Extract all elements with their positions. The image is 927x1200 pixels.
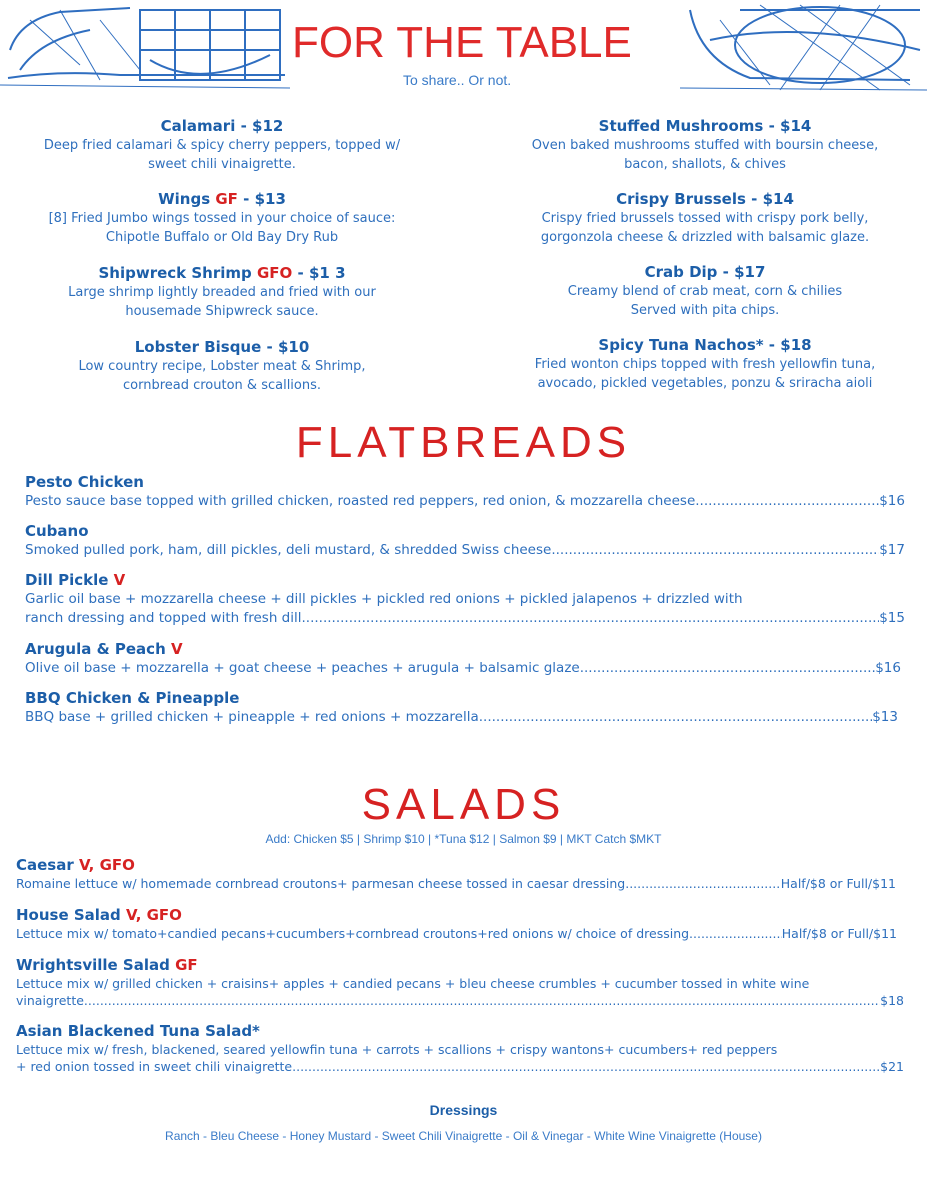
appetizer-desc: Crispy fried brussels tossed with crispy pork belly, [541,211,869,226]
diet-tag: V, GFO [126,906,182,924]
appetizer-desc: Chipotle Buffalo or Old Bay Dry Rub [105,230,339,245]
salad-name: House Salad V, GFO [16,906,182,924]
diet-tag: V [170,640,183,658]
flatbread-desc: BBQ base + grilled chicken + pineapple + red onions + mozzarella ..... $13 [25,708,898,727]
salad-desc: Romaine lettuce w/ homemade cornbread croutons+ parmesan cheese tossed in caesar dressing ..... Half/$8 or Full/$11 [16,875,896,892]
salad-name: Wrightsville Salad GF [16,956,198,974]
dressings-title: Dressings [429,1102,498,1118]
price: $16 [879,493,905,509]
salad-name: Asian Blackened Tuna Salad* [16,1022,260,1040]
diet-tag: GF [215,190,238,208]
appetizer-desc: Large shrimp lightly breaded and fried with our [68,285,376,300]
price: Half/$8 or Full/$11 [781,926,897,941]
diet-tag: V, GFO [78,856,135,874]
appetizer-desc: Creamy blend of crab meat, corn & chilies [567,284,843,299]
flatbread-desc: Smoked pulled pork, ham, dill pickles, deli mustard, & shredded Swiss cheese ..... $17 [25,541,905,560]
appetizer-item [22,263,422,321]
appetizer-item [22,189,422,247]
appetizer-item [505,116,905,174]
page-title: FOR THE TABLE [292,18,632,67]
appetizer-desc: gorgonzola cheese & drizzled with balsamic glaze. [540,230,870,245]
flatbread-desc: Garlic oil base + mozzarella cheese + dill pickles + pickled red onions + pickled jalapenos + drizzled with [25,591,743,607]
flatbread-item [25,472,905,511]
dressings-list: Ranch - Bleu Cheese - Honey Mustard - Sweet Chili Vinaigrette - Oil & Vinegar - White Wine Vinaigrette (House) [165,1129,762,1143]
appetizer-desc: Served with pita chips. [630,303,780,318]
appetizer-name: Crispy Brussels - $14 [616,190,794,208]
salad-name: Caesar V, GFO [16,856,135,874]
salad-desc: Lettuce mix w/ grilled chicken + craisins+ apples + candied pecans + bleu cheese crumbles + cucumber tossed in white wine [16,976,810,991]
diet-tag: V [113,571,126,589]
appetizer-desc: Fried wonton chips topped with fresh yellowfin tuna, [534,357,876,372]
blueprint-right-decoration [680,0,927,95]
price: $13 [872,709,898,725]
flatbread-item [25,521,905,560]
page-subtitle: To share.. Or not. [403,72,512,88]
appetizer-desc: Oven baked mushrooms stuffed with boursin cheese, [531,138,879,153]
diet-tag: GF [175,956,198,974]
flatbread-item [25,688,898,727]
salad-item [16,905,897,942]
price: $21 [880,1059,904,1074]
appetizer-name: Spicy Tuna Nachos* - $18 [598,336,812,354]
diet-tag: GFO [256,264,293,282]
appetizer-name: Shipwreck Shrimp GFO - $1 3 [98,264,346,282]
price: $16 [875,660,901,676]
appetizer-desc: sweet chili vinaigrette. [148,157,296,172]
salad-desc: Lettuce mix w/ fresh, blackened, seared yellowfin tuna + carrots + scallions + crispy wantons+ cucumbers+ red peppers [16,1042,778,1057]
flatbread-name: Arugula & Peach V [25,640,183,658]
flatbread-name: BBQ Chicken & Pineapple [25,689,240,707]
appetizer-name: Calamari - $12 [160,117,284,135]
salad-desc: + red onion tossed in sweet chili vinaigrette ..... $21 [16,1058,904,1075]
salad-item [16,855,896,892]
salad-item [16,1021,904,1075]
appetizer-item [505,335,905,393]
flatbread-item [25,570,905,628]
appetizer-item [505,262,905,320]
appetizer-item [505,189,905,247]
salad-desc: Lettuce mix w/ tomato+candied pecans+cucumbers+cornbread croutons+red onions w/ choice of dressing ..... Half/$8 or Full/$11 [16,925,897,942]
appetizer-desc: housemade Shipwreck sauce. [125,304,319,319]
salads-add-ons: Add: Chicken $5 | Shrimp $10 | *Tuna $12 | Salmon $9 | MKT Catch $MKT [265,832,662,846]
appetizer-item [22,116,422,174]
price: $15 [879,610,905,626]
appetizer-desc: avocado, pickled vegetables, ponzu & sriracha aioli [537,376,873,391]
price: Half/$8 or Full/$11 [780,876,896,891]
price: $17 [879,542,905,558]
flatbreads-title: FLATBREADS [295,418,632,467]
flatbread-desc: ranch dressing and topped with fresh dill ..... $15 [25,609,905,628]
blueprint-left-decoration [0,0,290,95]
appetizer-name: Lobster Bisque - $10 [134,338,310,356]
salads-title: SALADS [361,780,566,829]
appetizer-desc: bacon, shallots, & chives [624,157,786,172]
appetizer-desc: [8] Fried Jumbo wings tossed in your choice of sauce: [48,211,396,226]
flatbread-name: Pesto Chicken [25,473,144,491]
flatbread-name: Cubano [25,522,89,540]
flatbread-desc: Olive oil base + mozzarella + goat cheese + peaches + arugula + balsamic glaze. ..... $16 [25,659,901,678]
appetizer-name: Crab Dip - $17 [644,263,766,281]
appetizer-desc: Deep fried calamari & spicy cherry peppers, topped w/ [43,138,401,153]
salad-item [16,955,904,1009]
salad-desc: vinaigrette ..... $18 [16,992,904,1009]
flatbread-name: Dill Pickle V [25,571,126,589]
appetizer-name: Wings GF - $13 [158,190,286,208]
appetizer-name: Stuffed Mushrooms - $14 [598,117,812,135]
appetizer-item [22,337,422,395]
appetizer-desc: cornbread crouton & scallions. [122,378,322,393]
flatbread-desc: Pesto sauce base topped with grilled chicken, roasted red peppers, red onion, & mozzarella cheese ..... $16 [25,492,905,511]
price: $18 [880,993,904,1008]
flatbread-item [25,639,901,678]
appetizer-desc: Low country recipe, Lobster meat & Shrimp, [78,359,366,374]
